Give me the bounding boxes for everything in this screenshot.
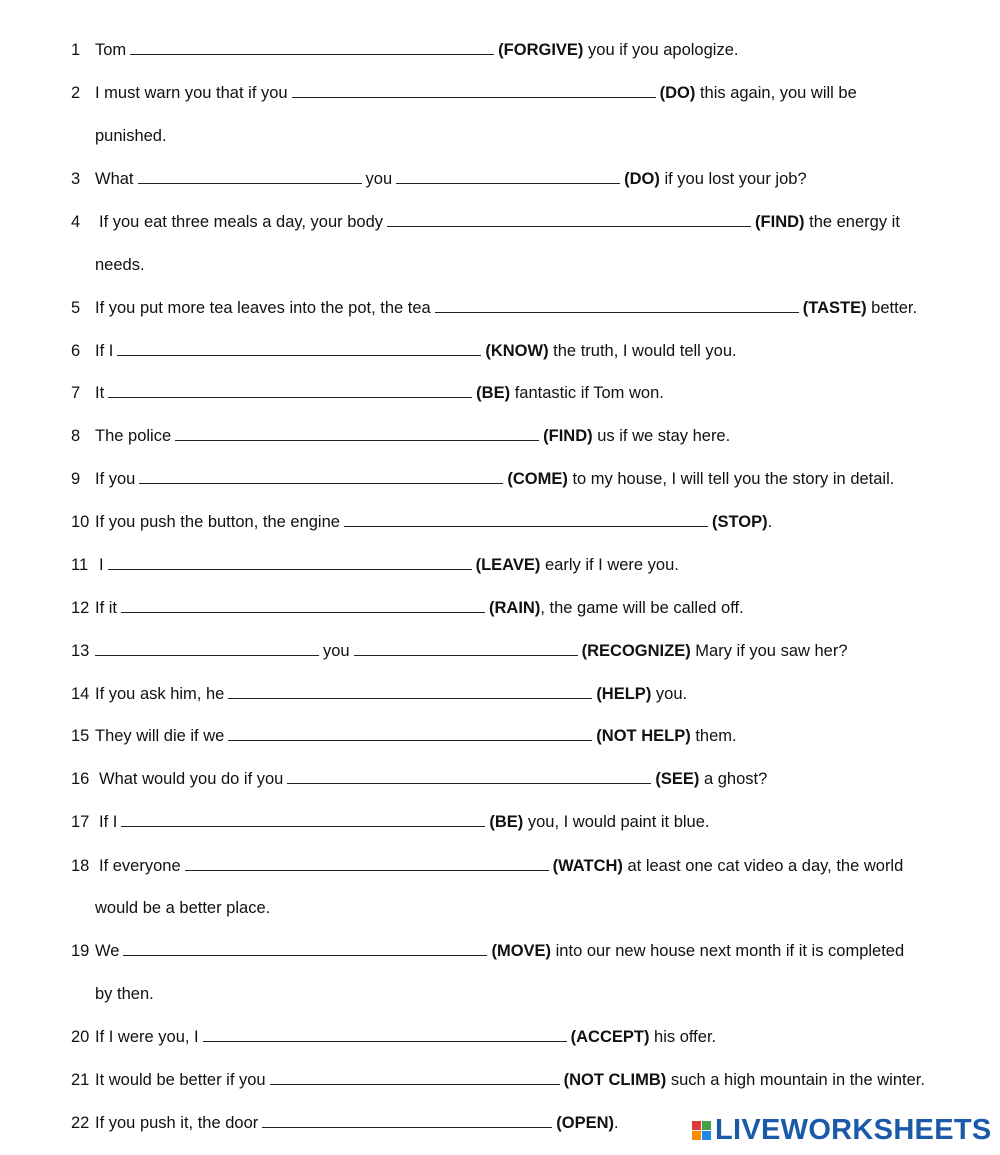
answer-blank[interactable]: [387, 212, 751, 227]
answer-blank[interactable]: [228, 726, 592, 741]
sentence-start: We: [95, 942, 120, 960]
sentence-end: you, I would paint it blue.: [527, 813, 710, 831]
exercise-item-8: [0, 424, 1000, 448]
exercise-item-11: [0, 553, 1000, 577]
item-text: [95, 167, 807, 191]
sentence-end: fantastic if Tom won.: [514, 384, 664, 402]
sentence-start: It would be better if you: [95, 1071, 266, 1089]
exercise-item-4-continued: [0, 253, 1000, 277]
exercise-item-19: [0, 939, 1000, 963]
exercise-item-13: [0, 639, 1000, 663]
sentence-start: If it: [95, 599, 118, 617]
exercise-item-18: [0, 854, 1000, 878]
item-number: 13: [71, 642, 90, 660]
item-number: 12: [71, 599, 90, 617]
exercise-item-16: [0, 767, 1000, 791]
item-text: [95, 381, 664, 405]
sentence-start: What would you do if you: [99, 770, 284, 788]
sentence-start: I: [99, 556, 104, 574]
item-text: [95, 1111, 619, 1135]
sentence-continuation: by then.: [95, 985, 154, 1003]
answer-blank[interactable]: [123, 941, 487, 956]
item-text: [95, 724, 737, 748]
sentence-end: to my house, I will tell you the story in detail.: [572, 470, 895, 488]
verb-hint: (SEE): [655, 770, 700, 788]
answer-blank[interactable]: [344, 512, 708, 527]
item-text: [99, 553, 679, 577]
answer-blank[interactable]: [292, 83, 656, 98]
answer-blank[interactable]: [121, 812, 485, 827]
verb-hint: (KNOW): [485, 342, 549, 360]
item-number: 3: [71, 170, 81, 188]
sentence-start: If you put more tea leaves into the pot, the tea: [95, 299, 431, 317]
verb-hint: (DO): [624, 170, 660, 188]
sentence-end: .: [614, 1114, 619, 1132]
sentence-end: , the game will be called off.: [540, 599, 744, 617]
logo-square: [692, 1121, 701, 1130]
answer-blank[interactable]: [121, 598, 485, 613]
item-number: 5: [71, 299, 81, 317]
sentence-end: Mary if you saw her?: [695, 642, 848, 660]
exercise-item-10: [0, 510, 1000, 534]
sentence-start: It: [95, 384, 105, 402]
item-number: 11: [71, 556, 89, 574]
sentence-start: If you eat three meals a day, your body: [99, 213, 384, 231]
exercise-item-17: [0, 810, 1000, 834]
verb-hint: (BE): [489, 813, 524, 831]
sentence-end: at least one cat video a day, the world: [627, 857, 904, 875]
answer-blank[interactable]: [185, 856, 549, 871]
sentence-start: If I: [95, 342, 114, 360]
answer-blank[interactable]: [95, 641, 319, 656]
answer-blank[interactable]: [108, 383, 472, 398]
verb-hint: (FORGIVE): [498, 41, 584, 59]
item-text: [95, 1025, 716, 1049]
sentence-start: If I were you, I: [95, 1028, 199, 1046]
verb-hint: (ACCEPT): [570, 1028, 650, 1046]
item-number: 21: [71, 1071, 90, 1089]
exercise-item-4: [0, 210, 1000, 234]
exercise-item-3: [0, 167, 1000, 191]
item-number: 4: [71, 213, 81, 231]
sentence-end: us if we stay here.: [597, 427, 731, 445]
sentence-start: What: [95, 170, 134, 188]
item-number: 14: [71, 685, 90, 703]
item-number: 2: [71, 84, 81, 102]
item-number: 16: [71, 770, 90, 788]
sentence-end: them.: [695, 727, 737, 745]
logo-square: [702, 1131, 711, 1140]
verb-hint: (RECOGNIZE): [581, 642, 691, 660]
sentence-start: If you: [95, 470, 136, 488]
item-number: 1: [71, 41, 81, 59]
answer-blank[interactable]: [175, 426, 539, 441]
sentence-end: such a high mountain in the winter.: [670, 1071, 925, 1089]
sentence-middle: you: [365, 170, 393, 188]
sentence-continuation: would be a better place.: [95, 899, 271, 917]
verb-hint: (COME): [507, 470, 568, 488]
verb-hint: (TASTE): [802, 299, 867, 317]
sentence-start: If you push it, the door: [95, 1114, 259, 1132]
verb-hint: (RAIN): [489, 599, 541, 617]
item-number: 17: [71, 813, 90, 831]
sentence-start: If I: [99, 813, 118, 831]
sentence-continuation: punished.: [95, 127, 167, 145]
exercise-item-6: [0, 339, 1000, 363]
answer-blank[interactable]: [262, 1113, 552, 1128]
sentence-end: the truth, I would tell you.: [553, 342, 737, 360]
item-number: 7: [71, 384, 81, 402]
item-number: 6: [71, 342, 81, 360]
exercise-item-19-continued: [0, 982, 1000, 1006]
verb-hint: (HELP): [596, 685, 652, 703]
answer-blank[interactable]: [139, 469, 503, 484]
logo-square: [692, 1131, 701, 1140]
sentence-start: Tom: [95, 41, 127, 59]
verb-hint: (DO): [659, 84, 696, 102]
sentence-end: this again, you will be: [699, 84, 857, 102]
exercise-item-2: [0, 81, 1000, 105]
item-number: 10: [71, 513, 90, 531]
item-text: [99, 810, 709, 834]
item-text: [95, 467, 894, 491]
sentence-end: early if I were you.: [544, 556, 679, 574]
item-number: 20: [71, 1028, 90, 1046]
exercise-item-5: [0, 296, 1000, 320]
answer-blank[interactable]: [117, 341, 481, 356]
exercise-item-14: [0, 682, 1000, 706]
item-text: [95, 424, 730, 448]
sentence-end: better.: [871, 299, 918, 317]
verb-hint: (LEAVE): [475, 556, 541, 574]
answer-blank[interactable]: [270, 1070, 560, 1085]
verb-hint: (BE): [476, 384, 511, 402]
exercise-item-21: [0, 1068, 1000, 1092]
exercise-item-7: [0, 381, 1000, 405]
item-number: 18: [71, 857, 90, 875]
verb-hint: (NOT HELP): [596, 727, 691, 745]
answer-blank[interactable]: [138, 169, 362, 184]
logo-square: [702, 1121, 711, 1130]
answer-blank[interactable]: [435, 298, 799, 313]
sentence-middle: you: [323, 642, 350, 660]
verb-hint: (OPEN): [556, 1114, 615, 1132]
verb-hint: (MOVE): [491, 942, 552, 960]
sentence-end: his offer.: [654, 1028, 717, 1046]
sentence-end: you.: [655, 685, 688, 703]
answer-blank[interactable]: [203, 1027, 567, 1042]
item-text: [95, 682, 687, 706]
item-text: [99, 210, 900, 234]
exercise-item-2-continued: [0, 124, 1000, 148]
verb-hint: (STOP): [711, 513, 768, 531]
sentence-end: if you lost your job?: [664, 170, 807, 188]
answer-blank[interactable]: [354, 641, 578, 656]
exercise-item-15: [0, 724, 1000, 748]
item-text: [91, 639, 848, 663]
verb-hint: (FIND): [543, 427, 593, 445]
item-number: 15: [71, 727, 90, 745]
sentence-end: into our new house next month if it is completed: [555, 942, 905, 960]
verb-hint: (WATCH): [552, 857, 623, 875]
item-text: [95, 510, 772, 534]
exercise-item-18-continued: [0, 896, 1000, 920]
item-text: [95, 339, 737, 363]
item-number: 19: [71, 942, 90, 960]
sentence-end: a ghost?: [703, 770, 768, 788]
exercise-item-12: [0, 596, 1000, 620]
item-number: 22: [71, 1114, 90, 1132]
sentence-end: the energy it: [809, 213, 900, 231]
exercise-item-20: [0, 1025, 1000, 1049]
item-text: [95, 38, 738, 62]
item-text: [95, 596, 744, 620]
answer-blank[interactable]: [396, 169, 620, 184]
sentence-continuation: needs.: [95, 256, 145, 274]
answer-blank[interactable]: [108, 555, 472, 570]
sentence-end: you if you apologize.: [588, 41, 739, 59]
logo-wordmark: LIVEWORKSHEETS: [715, 1114, 992, 1146]
item-text: [95, 939, 904, 963]
exercise-item-1: [0, 38, 1000, 62]
verb-hint: (NOT CLIMB): [563, 1071, 667, 1089]
verb-hint: (FIND): [755, 213, 805, 231]
answer-blank[interactable]: [287, 769, 651, 784]
sentence-start: The police: [95, 427, 172, 445]
answer-blank[interactable]: [130, 40, 494, 55]
item-number: 9: [71, 470, 81, 488]
sentence-end: .: [767, 513, 773, 531]
sentence-start: If you ask him, he: [95, 685, 225, 703]
answer-blank[interactable]: [228, 684, 592, 699]
item-text: [99, 767, 767, 791]
sentence-start: If you push the button, the engine: [95, 513, 340, 531]
item-text: [95, 296, 917, 320]
sentence-start: I must warn you that if you: [95, 84, 288, 102]
sentence-start: If everyone: [99, 857, 181, 875]
exercise-item-9: [0, 467, 1000, 491]
liveworksheets-logo: [692, 1113, 992, 1147]
logo-grid-icon: [692, 1121, 711, 1140]
item-text: [95, 81, 857, 105]
item-number: 8: [71, 427, 81, 445]
sentence-start: They will die if we: [95, 727, 225, 745]
item-text: [95, 1068, 925, 1092]
item-text: [99, 854, 903, 878]
